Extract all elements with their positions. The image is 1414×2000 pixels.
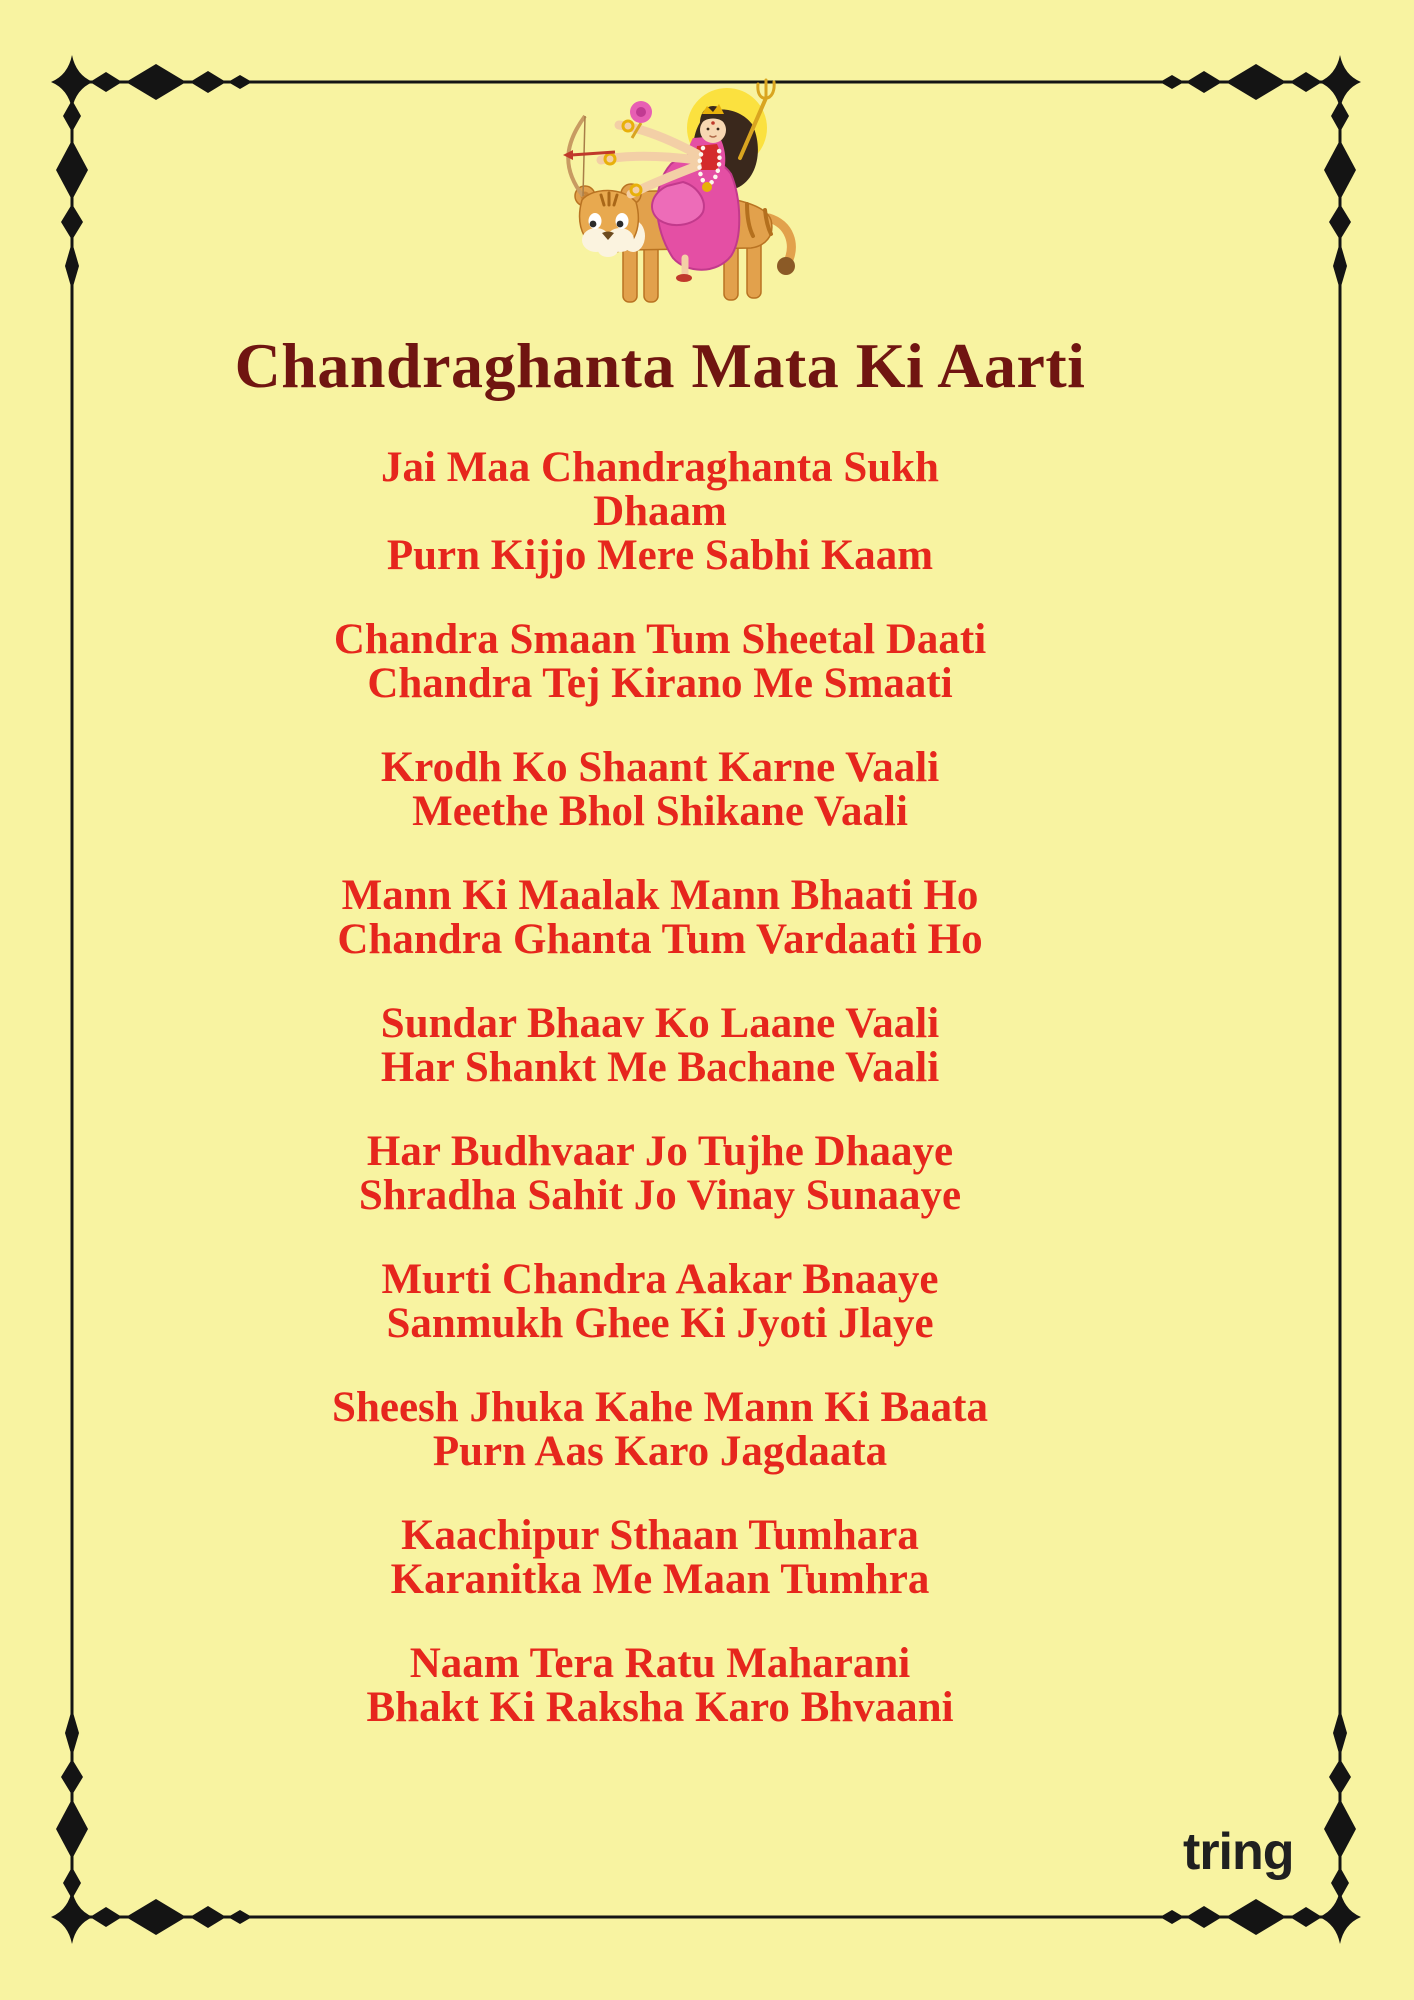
verse-line: Naam Tera Ratu Maharani [409, 1640, 911, 1687]
verse-stanza [0, 746, 1320, 834]
verse-stanza [0, 1258, 1320, 1346]
verse-stanza [0, 446, 1320, 578]
verse-line: Har Budhvaar Jo Tujhe Dhaaye [366, 1128, 954, 1175]
verse-line: Bhakt Ki Raksha Karo Bhvaani [366, 1684, 954, 1731]
verse-line: Sundar Bhaav Ko Laane Vaali [380, 1000, 940, 1047]
verse-line: Har Shankt Me Bachane Vaali [380, 1044, 940, 1091]
verse-stanza [0, 1130, 1320, 1218]
verse-line: Mann Ki Maalak Mann Bhaati Ho [341, 872, 979, 919]
verse-stanza [0, 1002, 1320, 1090]
verse-line: Krodh Ko Shaant Karne Vaali [380, 744, 940, 791]
verse-line: Chandra Tej Kirano Me Smaati [367, 660, 953, 707]
verse-line: Chandra Smaan Tum Sheetal Daati [333, 616, 987, 663]
page-title: Chandraghanta Mata Ki Aarti [234, 330, 1086, 401]
verse-stanza [0, 1642, 1320, 1730]
verse-stanza [0, 1386, 1320, 1474]
verse-line: Shradha Sahit Jo Vinay Sunaaye [358, 1172, 962, 1219]
verse-stanza [0, 1514, 1320, 1602]
verse-line: Karanitka Me Maan Tumhra [390, 1556, 930, 1603]
verse-line: Murti Chandra Aakar Bnaaye [381, 1256, 939, 1303]
verse-line: Meethe Bhol Shikane Vaali [412, 788, 908, 835]
verse-line: Purn Kijjo Mere Sabhi Kaam [386, 532, 934, 579]
verse-line: Sanmukh Ghee Ki Jyoti Jlaye [386, 1300, 934, 1347]
verse-line: Chandra Ghanta Tum Vardaati Ho [337, 916, 983, 963]
verse-line: Kaachipur Sthaan Tumhara [401, 1512, 919, 1559]
brand-logo: tring [1183, 1823, 1294, 1881]
verse-stanza [0, 874, 1320, 962]
verse-line: Jai Maa Chandraghanta Sukh [381, 444, 939, 491]
verse-line: Purn Aas Karo Jagdaata [432, 1428, 888, 1475]
verses [0, 446, 1320, 1770]
verse-line: Dhaam [593, 488, 727, 535]
verse-stanza [0, 618, 1320, 706]
goddess-on-tiger-illustration [435, 68, 807, 310]
verse-line: Sheesh Jhuka Kahe Mann Ki Baata [332, 1384, 988, 1431]
